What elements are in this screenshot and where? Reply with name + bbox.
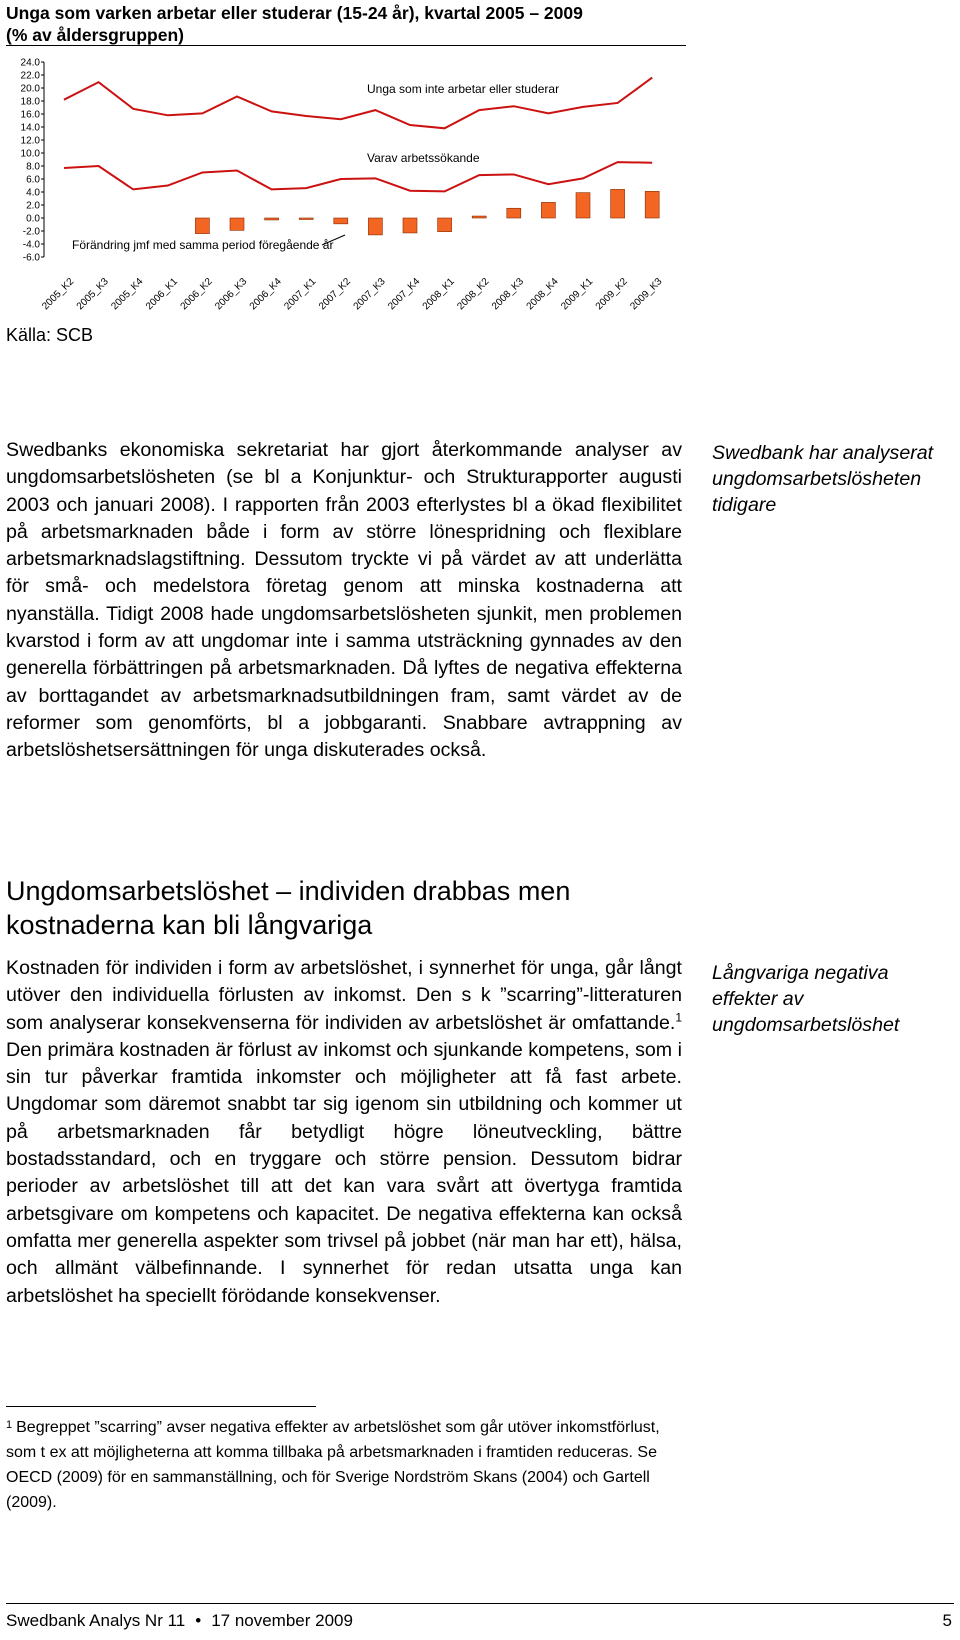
- x-tick-label: 2009_K3: [628, 276, 665, 313]
- bar-change-2006_K3: [230, 218, 244, 230]
- bar-change-2007_K2: [334, 218, 348, 224]
- bar-change-2008_K1: [438, 218, 452, 232]
- y-tick-label: 20.0: [20, 83, 40, 95]
- x-tick-label: 2009_K1: [559, 276, 596, 313]
- paragraph-text-part1: Kostnaden för individen i form av arbetslöshet, i synnerhet för unga, går långt utöver den individuella förlusten av inkomst. Den s k ”scarring”-litteraturen som analyserar konsekvenserna för individen av arbetslöshet är omfattande.: [6, 957, 682, 1034]
- y-tick-label: 2.0: [26, 200, 40, 212]
- side-note-long-term-effects: Långvariga negativa effekter av ungdomsarbetslöshet: [712, 962, 900, 1036]
- x-tick-label: 2008_K1: [420, 276, 457, 313]
- x-tick-label: 2007_K2: [316, 276, 354, 313]
- x-tick-label: 2008_K3: [489, 276, 527, 313]
- y-tick-label: 22.0: [20, 70, 40, 82]
- bar-change-2006_K2: [195, 218, 209, 234]
- y-tick-label: -2.0: [22, 226, 40, 238]
- y-tick-label: 8.0: [26, 161, 40, 173]
- footnote-reference[interactable]: 1: [675, 1010, 682, 1025]
- y-tick-label: 14.0: [20, 122, 40, 134]
- chart-source: Källa: SCB: [6, 325, 94, 345]
- footer-bullet: •: [195, 1611, 202, 1630]
- series-line-1: [64, 78, 652, 129]
- bar-change-2006_K4: [265, 218, 279, 220]
- x-tick-label: 2005_K4: [109, 276, 146, 313]
- y-tick-label: 6.0: [26, 174, 40, 186]
- y-tick-label: -6.0: [22, 252, 40, 264]
- y-tick-label: 12.0: [20, 135, 40, 147]
- footnote-divider: [6, 1406, 316, 1407]
- series-label-3: Förändring jmf med samma period föregående år: [72, 238, 334, 252]
- footer-publication: Swedbank Analys Nr 11: [6, 1611, 186, 1630]
- bar-change-2008_K2: [472, 216, 486, 218]
- youth-neet-chart: [0, 50, 690, 320]
- footnote-number: 1: [6, 1419, 13, 1431]
- bar-change-2007_K1: [299, 218, 313, 220]
- bar-change-2009_K1: [576, 193, 590, 218]
- series-label-1: Unga som inte arbetar eller studerar: [367, 82, 560, 96]
- bar-change-2009_K2: [611, 189, 625, 218]
- y-tick-label: 16.0: [20, 109, 40, 121]
- bar-change-2007_K3: [368, 218, 382, 235]
- footer-date: 17 november 2009: [211, 1611, 353, 1630]
- x-tick-label: 2009_K2: [593, 276, 630, 313]
- x-tick-label: 2006_K1: [143, 276, 181, 313]
- x-tick-label: 2008_K2: [455, 276, 492, 313]
- section-heading: Ungdomsarbetslöshet – individen drabbas men kostnaderna kan bli långvariga: [6, 876, 571, 940]
- bar-change-2009_K3: [645, 191, 659, 218]
- x-tick-label: 2006_K4: [247, 276, 284, 313]
- y-tick-label: 24.0: [20, 57, 40, 69]
- paragraph-text: [6, 955, 682, 1310]
- bar-change-2007_K4: [403, 218, 417, 233]
- series-label-2: Varav arbetssökande: [367, 151, 480, 165]
- series-line-2: [64, 162, 652, 191]
- x-tick-label: 2007_K3: [351, 276, 388, 313]
- paragraph-text: Swedbanks ekonomiska sekretariat har gjort återkommande analyser av ungdomsarbetslösheten (se bl a Konjunktur- och Strukturapporter augusti 2003 och januari 2008). I rapporten från 2003 efterlystes bl a ökad flexibilitet på arbetsmarknaden både i form av större lönespridning och flexiblare arbetsmarknadslagstiftning. Dessutom tryckte vi på värdet av att underlätta för små- och medelstora företag genom att minska kostnaderna att nyanställa. Tidigt 2008 hade ungdomsarbetslösheten sjunkit, men problemen kvarstod i form av att ungdomar inte i samma utsträckning gynnades av den generella förbättringen på arbetsmarknaden. Då lyftes de negativa effekterna av borttagandet av arbetsmarknadsutbildningen fram, samt värdet av de reformer som genomförts, bl a jobbgaranti. Snabbare avtrappning av arbetslöshetsersättningen för unga diskuterades också.: [6, 439, 682, 762]
- y-tick-label: 18.0: [20, 96, 40, 108]
- x-tick-label: 2005_K3: [74, 276, 111, 313]
- side-note-previous-analyses: Swedbank har analyserat ungdomsarbetslösheten tidigare: [712, 442, 934, 516]
- x-tick-label: 2006_K2: [178, 276, 215, 313]
- footer-divider: [6, 1603, 954, 1604]
- chart-title-line2: (% av åldersgruppen): [6, 25, 184, 45]
- paragraph-previous-analyses: [6, 437, 682, 765]
- footnote-text: Begreppet ”scarring” avser negativa effekter av arbetslöshet som går utöver inkomstförlust, som t ex att möjligheterna att komma tillbaka på arbetsmarknaden i framtiden reduceras. Se OECD (2009) för en sammanställning, och för Sverige Nordström Skans (2004) och Gartell (2009).: [6, 1419, 660, 1511]
- paragraph-text-part2: Den primära kostnaden är förlust av inkomst och sjunkande kompetens, som i sin tur påverkar framtida inkomster och möjligheter att få fast arbete. Ungdomar som däremot snabbt tar sig igenom sin utbildning och kommer ut på arbetsmarknaden får betydligt högre löneutveckling, bättre bostadsstandard, och en tryggare och större pension. Dessutom bidrar perioder av arbetslöshet till att det kan vara svårt att övertyga framtida arbetsgivare om kompetens och kapacitet. De negativa effekterna kan också omfatta mer generella aspekter som trivsel på jobbet (när man har ett), hälsa, och allmänt välbefinnande. I synnerhet för redan utsatta unga kan arbetslöshet ha speciellt förödande konsekvenser.: [6, 1038, 682, 1307]
- x-tick-label: 2008_K4: [524, 276, 561, 313]
- y-tick-label: 10.0: [20, 148, 40, 160]
- chart-title-line1: Unga som varken arbetar eller studerar (15-24 år), kvartal 2005 – 2009: [6, 3, 583, 23]
- chart-title: [6, 2, 686, 46]
- paragraph-costs: [6, 955, 682, 1310]
- y-tick-label: 4.0: [26, 187, 40, 199]
- x-tick-label: 2006_K3: [213, 276, 250, 313]
- x-tick-label: 2007_K4: [386, 276, 423, 313]
- bar-change-2008_K4: [541, 202, 555, 218]
- y-tick-label: 0.0: [26, 213, 40, 225]
- y-tick-label: -4.0: [22, 239, 40, 251]
- title-divider: [6, 45, 686, 46]
- x-tick-label: 2007_K1: [282, 276, 319, 313]
- page-footer: [6, 1611, 353, 1631]
- footnote: [6, 1415, 686, 1515]
- x-tick-label: 2005_K2: [40, 276, 77, 313]
- page-number: 5: [942, 1611, 952, 1630]
- bar-change-2008_K3: [507, 208, 521, 218]
